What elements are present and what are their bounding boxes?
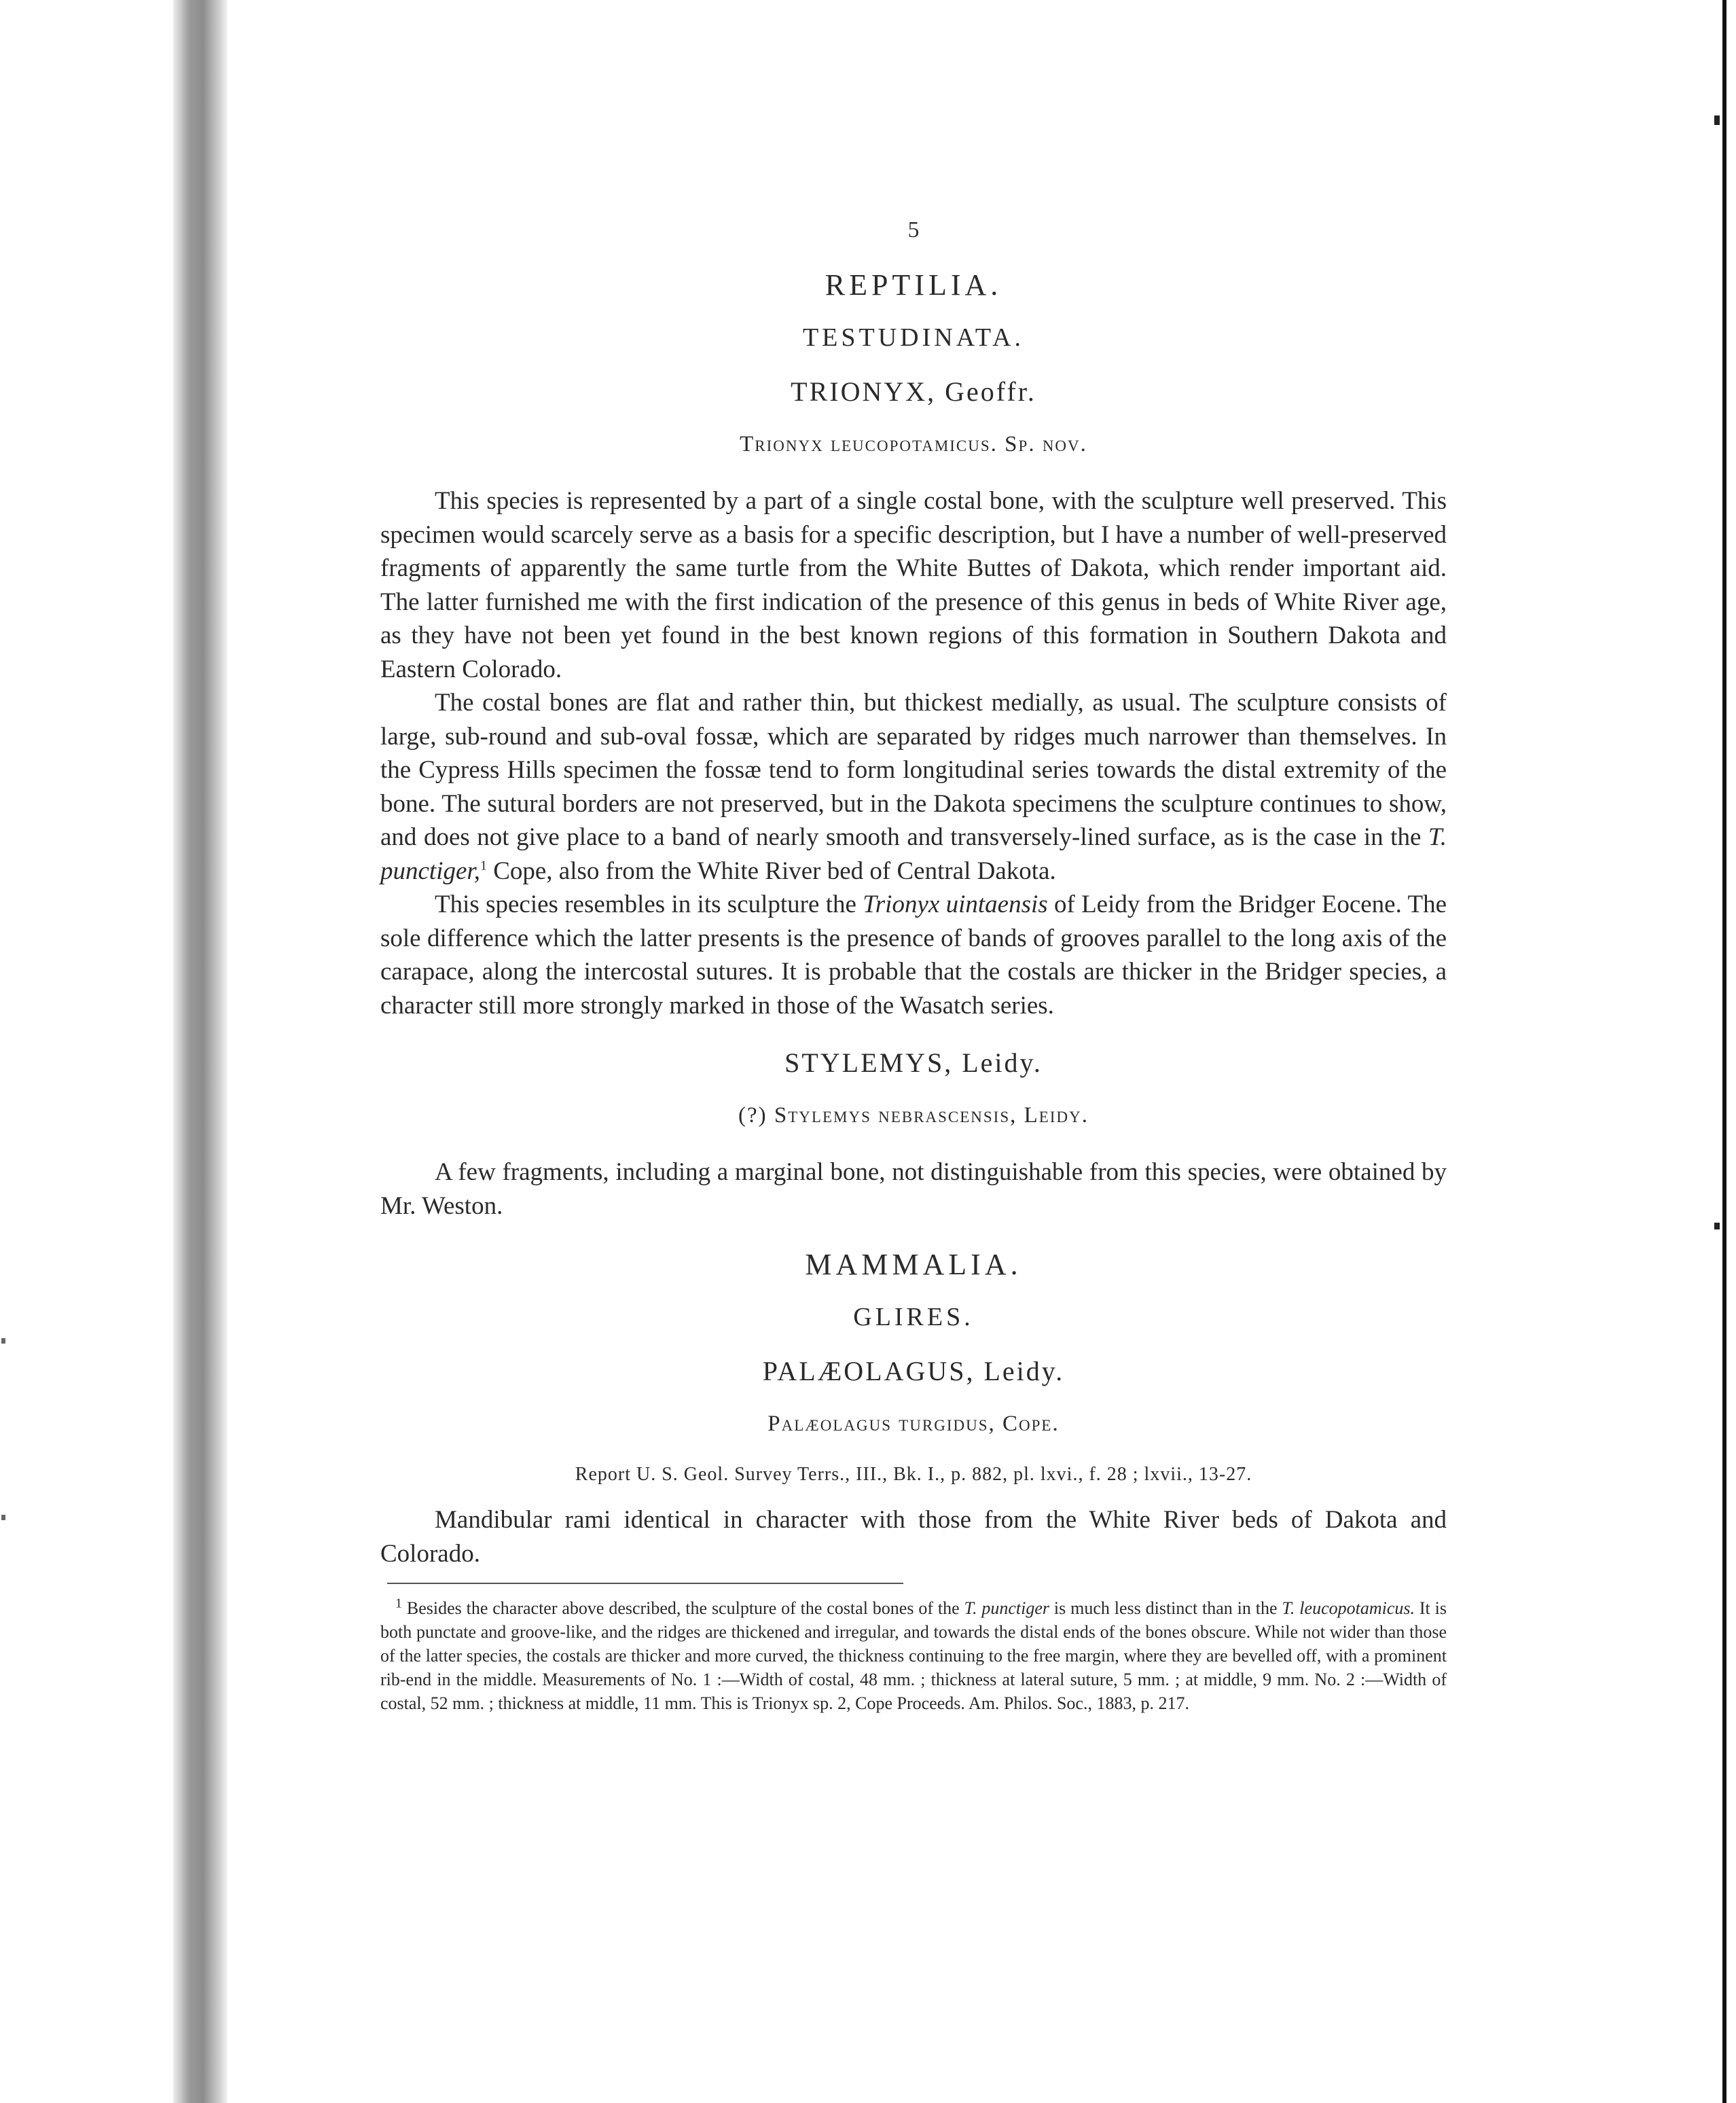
paragraph-text: Cope, also from the White River bed of Central Dakota.	[486, 857, 1056, 885]
scan-right-edge	[1722, 0, 1726, 2103]
heading-genus-trionyx: TRIONYX, Geoffr.	[791, 376, 1036, 407]
footnote	[380, 1596, 1447, 1715]
footnote-marker: 1	[480, 858, 487, 874]
paragraph-text: of Leidy from the Bridger Eocene. The sole difference which the latter presents is the presence of bands of grooves parallel to the long axis of the carapace, along the intercostal sutures. It is probable that the costals are thicker in the Bridger species, a character still more strongly marked in those of the Wasatch series.	[380, 891, 1447, 1020]
footnote-text: is much less distinct than in the	[1049, 1598, 1282, 1618]
scan-edge-mark	[1714, 1223, 1720, 1229]
footnote-marker: 1	[395, 1596, 402, 1611]
footnote-divider	[387, 1583, 903, 1584]
italic-species-name: T. punctiger	[964, 1598, 1050, 1618]
heading-genus-stylemys: STYLEMYS, Leidy.	[784, 1047, 1043, 1078]
footnote-text: Besides the character above described, the sculpture of the costal bones of the	[402, 1598, 964, 1618]
scan-edge-mark	[1714, 115, 1720, 125]
heading-species-stylemys: (?) Stylemys nebrascensis, Leidy.	[738, 1103, 1089, 1128]
citation-reference: Report U. S. Geol. Survey Terrs., III., Bk. I., p. 882, pl. lxvi., f. 28 ; lxvii., 13-27.	[575, 1464, 1252, 1485]
paragraph-text: This species resembles in its sculpture the	[435, 891, 863, 918]
heading-species-palaeolagus: Palæolagus turgidus, Cope.	[767, 1412, 1060, 1436]
heading-species-trionyx: Trionyx leucopotamicus. Sp. nov.	[740, 432, 1087, 456]
scan-edge-mark	[1, 1515, 5, 1520]
italic-species-name: Trionyx uintaensis	[863, 891, 1048, 918]
paragraph-stylemys-1: A few fragments, including a marginal bone, not distinguishable from this species, were obtained by Mr. Weston.	[380, 1158, 1447, 1220]
paragraph-trionyx-3	[380, 888, 1447, 1022]
document-page	[380, 217, 1447, 1715]
heading-order-glires: GLIRES.	[853, 1303, 974, 1331]
heading-genus-palaeolagus: PALÆOLAGUS, Leidy.	[762, 1356, 1065, 1386]
heading-class-reptilia: REPTILIA.	[825, 268, 1002, 302]
italic-species-name: T. punctiger,	[380, 823, 1447, 885]
scan-edge-mark	[1, 1338, 5, 1344]
italic-species-name: T. leucopotamicus.	[1282, 1598, 1415, 1618]
paragraph-trionyx-1: This species is represented by a part of a single costal bone, with the sculpture well preserved. This specimen would scarcely serve as a basis for a specific description, but I have a number of well-preserved fragments of apparently the same turtle from the White Buttes of Dakota, which render important aid. The latter furnished me with the first indication of the presence of this genus in beds of White River age, as they have not been yet found in the best known regions of this formation in Southern Dakota and Eastern Colorado.	[380, 487, 1447, 683]
heading-order-testudinata: TESTUDINATA.	[802, 323, 1025, 352]
paragraph-palaeolagus-1: Mandibular rami identical in character with those from the White River beds of Dakota and Colorado.	[380, 1506, 1447, 1568]
paragraph-trionyx-2	[380, 686, 1447, 888]
footnote-text: It is both punctate and groove-like, and the ridges are thickened and irregular, and towards the distal ends of the bones obscure. While not wider than those of the latter species, the costals are thicker and more curved, the thickness continuing to the free margin, where they are bevelled off, with a prominent rib-end in the middle. Measurements of No. 1 :—Width of costal, 48 mm. ; thickness at lateral suture, 5 mm. ; at middle, 9 mm. No. 2 :—Width of costal, 52 mm. ; thickness at middle, 11 mm. This is Trionyx sp. 2, Cope Proceeds. Am. Philos. Soc., 1883, p. 217.	[380, 1598, 1447, 1713]
scan-binding-shadow	[173, 0, 228, 2103]
page-number: 5	[907, 217, 920, 242]
paragraph-text: The costal bones are flat and rather thin, but thickest medially, as usual. The sculpture consists of large, sub-round and sub-oval fossæ, which are separated by ridges much narrower than themselves. In the Cypress Hills specimen the fossæ tend to form longitudinal series towards the distal extremity of the bone. The sutural borders are not preserved, but in the Dakota specimens the sculpture continues to show, and does not give place to a band of nearly smooth and transversely-lined surface, as is the case in the	[380, 689, 1447, 851]
heading-class-mammalia: MAMMALIA.	[805, 1248, 1022, 1281]
